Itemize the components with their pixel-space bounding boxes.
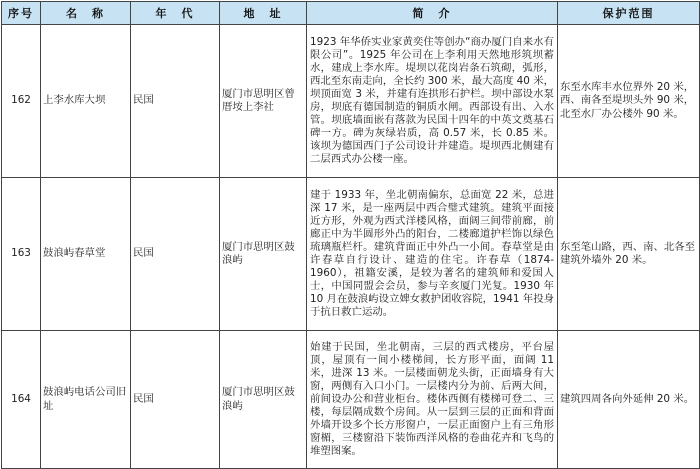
cell-intro: 始建于民国，坐北朝南，三层的西式楼房，平台屋顶，屋顶有一间小楼梯间，长方形平面，面阔 11 米，进深 13 米。一层楼面朝龙头街，正面墙身有大窗，两侧有入口小门。一层楼内分为前、后两大间，前间设办公和营业柜台。楼体西侧有楼梯可登二、三楼，每层隔成数个房间。从一层到三层的正面和背面外墙开设多个长方形窗户，一层正面窗户上有三角形窗楣，三楼窗沿下装饰西洋风格的卷曲花卉和飞鸟的堆塑图案。 (307, 331, 558, 469)
header-name: 名 称 (41, 2, 131, 25)
cell-era: 民国 (131, 331, 220, 469)
cell-era: 民国 (131, 25, 220, 178)
cell-no: 162 (2, 25, 41, 178)
cell-intro: 1923 年华侨实业家黄奕住等创办“商办厦门自来水有限公司”。1925 年公司在上李利用天然地形筑坝蓄水，建成上李水库。堤坝以花岗岩条石筑砌，弧形，西北至东南走向，全长约 300 米，最大高度 40 米，坝顶面宽 3 米，并建有连拱形石护栏。坝中部设水泵房，坝底有德国制造的铜质水闸。西部设有出、入水管。坝底墙面嵌有落款为民国十四年的中英文奠基石碑一方。碑为灰绿岩质，高 0.57 米，长 0.85 米。该坝为德国西门子公司设计并建造。堤坝西北侧建有二层西式办公楼一座。 (307, 25, 558, 178)
table-row (2, 331, 700, 469)
header-address: 地 址 (220, 2, 307, 25)
table-row (2, 25, 700, 178)
cell-name: 上李水库大坝 (41, 25, 131, 178)
header-row (2, 2, 700, 25)
cell-scope: 建筑四周各向外延伸 20 米。 (558, 331, 700, 469)
heritage-table (1, 1, 700, 469)
header-era: 年 代 (131, 2, 220, 25)
cell-name: 鼓浪屿电话公司旧址 (41, 331, 131, 469)
cell-no: 164 (2, 331, 41, 469)
cell-intro: 建于 1933 年，坐北朝南偏东，总面宽 22 米，总进深 17 米，是一座两层中西合璧式建筑。建筑平面接近方形，外观为西式洋楼风格，面阔三间带前廊，前廊正中为半圆形外凸的阳台，二楼廊道护栏饰以绿色琉璃瓶栏杆。建筑背面正中外凸一小间。春草堂是由许春草自行设计、建造的住宅。许春草（1874-1960），祖籍安溪，是较为著名的建筑师和爱国人士，中国同盟会会员，参与辛亥厦门光复。1930 年 10 月在鼓浪屿设立婢女救护团收容院，1941 年投身于抗日救亡运动。 (307, 178, 558, 331)
cell-address: 厦门市思明区曾厝垵上李社 (220, 25, 307, 178)
cell-scope: 东至笔山路，西、南、北各至建筑外墙外 20 米。 (558, 178, 700, 331)
cell-name: 鼓浪屿春草堂 (41, 178, 131, 331)
cell-no: 163 (2, 178, 41, 331)
cell-era: 民国 (131, 178, 220, 331)
cell-address: 厦门市思明区鼓浪屿 (220, 331, 307, 469)
header-scope: 保护范围 (558, 2, 700, 25)
header-no: 序号 (2, 2, 41, 25)
cell-address: 厦门市思明区鼓浪屿 (220, 178, 307, 331)
header-intro: 简 介 (307, 2, 558, 25)
table-row (2, 178, 700, 331)
cell-scope: 东至水库丰水位界外 20 米，西、南各至堤坝头外 90 米，北至水厂办公楼外 90 米。 (558, 25, 700, 178)
